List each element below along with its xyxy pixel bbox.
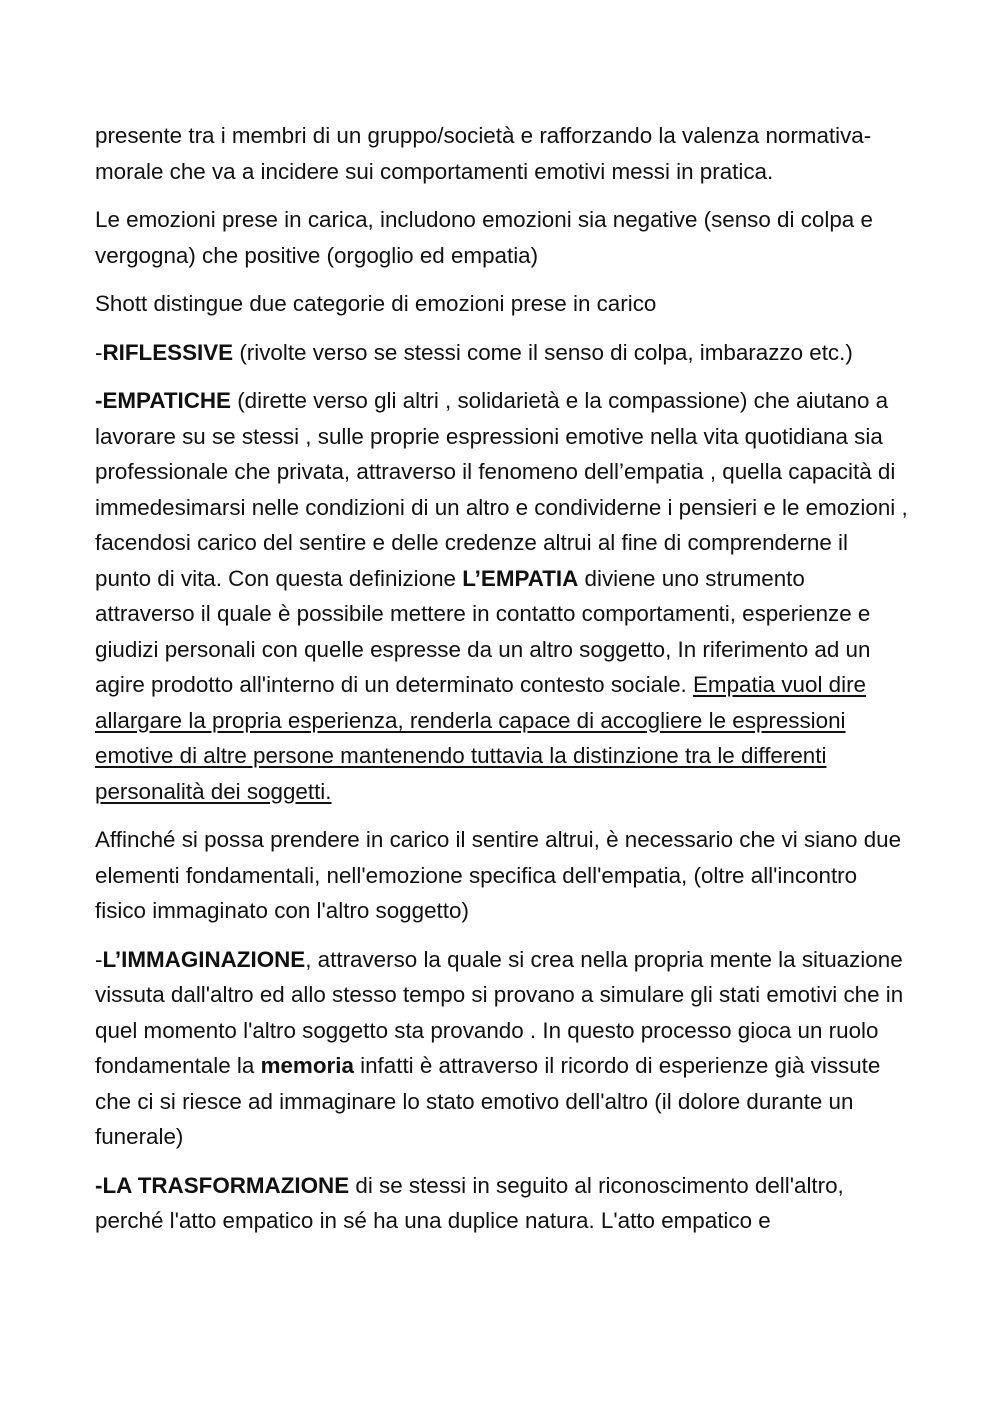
term-empatiche: -EMPATICHE [95,388,231,413]
paragraph-2 [95,202,910,273]
paragraph-6 [95,822,910,929]
underlined-definition: Empatia vuol dire allargare la propria esperienza, renderla capace di accogliere le espressioni emotive di altre persone mantenendo tuttavia la distinzione tra le differenti personalità dei soggetti. [95,672,866,804]
paragraph-empatiche [95,383,910,809]
immaginazione-text-2: infatti è attraverso il ricordo di esperienze già vissute che ci si riesce ad immaginare lo stato emotivo dell'altro (il dolore durante un funerale) [95,1053,881,1149]
document-body [95,118,910,1252]
paragraph-1-text: presente tra i membri di un gruppo/società e rafforzando la valenza normativa-morale che va a incidere sui comportamenti emotivi messi in pratica. [95,123,872,184]
paragraph-3-text: Shott distingue due categorie di emozioni prese in carico [95,291,657,316]
term-immaginazione: L’IMMAGINAZIONE [102,946,306,972]
paragraph-1 [95,118,910,189]
paragraph-riflessive [95,335,910,371]
riflessive-text: (rivolte verso se stessi come il senso di colpa, imbarazzo etc.) [233,339,853,365]
term-trasformazione: -LA TRASFORMAZIONE [95,1172,350,1198]
dash: - [95,946,103,972]
term-riflessive: RIFLESSIVE [102,339,234,365]
term-memoria: memoria [260,1053,354,1078]
paragraph-trasformazione [95,1168,910,1239]
paragraph-3 [95,286,910,322]
paragraph-immaginazione [95,942,910,1155]
empatiche-text-1: (dirette verso gli altri , solidarietà e la compassione) che aiutano a lavorare su se stessi , sulle proprie espressioni emotive nella vita quotidiana sia professionale che privata, attraverso il fenomeno dell’empatia , quella capacità di immedesimarsi nelle condizioni di un altro e condividerne i pensieri e le emozioni , facendosi carico del sentire e delle credenze altrui al fine di comprenderne il punto di vita. Con questa definizione [95,388,908,591]
paragraph-6-text: Affinché si possa prendere in carico il sentire altrui, è necessario che vi siano due elementi fondamentali, nell'emozione specifica dell'empatia, (oltre all'incontro fisico immaginato con l'altro soggetto) [95,827,902,923]
term-empatia: L’EMPATIA [462,565,579,591]
immaginazione-text-1: , attraverso la quale si crea nella propria mente la situazione vissuta dall'altro ed allo stesso tempo si provano a simulare gli stati emotivi che in quel momento l'altro soggetto sta provando . In questo processo gioca un ruolo fondamentale la [95,946,904,1078]
trasformazione-text: di se stessi in seguito al riconoscimento dell'altro, perché l'atto empatico in sé ha una duplice natura. L'atto empatico e [95,1172,844,1233]
paragraph-2-text: Le emozioni prese in carica, includono emozioni sia negative (senso di colpa e vergogna) che positive (orgoglio ed empatia) [95,207,873,268]
empatiche-text-2: diviene uno strumento attraverso il quale è possibile mettere in contatto comportamenti, esperienze e giudizi personali con quelle espresse da un altro soggetto, In riferimento ad un agire prodotto all'interno di un determinato contesto sociale. [95,565,871,697]
dash: - [95,339,103,365]
